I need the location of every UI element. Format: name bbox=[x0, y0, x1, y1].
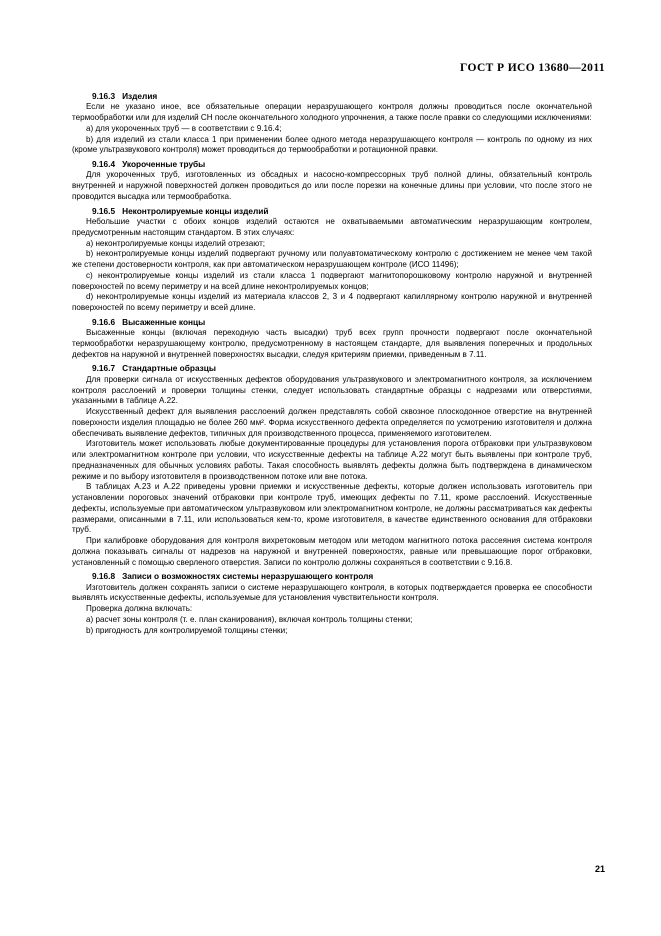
list-item: a) неконтролируемые концы изделий отрезают; bbox=[86, 238, 266, 248]
list-item: d) неконтролируемые концы изделий из материала классов 2, 3 и 4 подвергают капиллярному контролю наружной и внутренней поверхностей по всему периметру и всей длине. bbox=[72, 292, 592, 313]
paragraph: Для проверки сигнала от искусственных дефектов оборудования ультразвукового и электромагнитного контроля, за исключением контроля расслоений и проверки толщины стенки, следует использовать стандартные образцы с надрезами или отверстиями, указанными в таблице А.22. bbox=[72, 374, 592, 406]
section-title: Неконтролируемые концы изделий bbox=[122, 205, 269, 216]
section-heading-9-16-8 bbox=[72, 571, 592, 581]
paragraph: В таблицах А.23 и А.22 приведены уровни приемки и искусственные дефекты, которые должен использовать изготовитель при установлении пороговых значений отбраковки при контроле труб, имеющих дефекты по 7.11, кроме расслоений. Искусственные дефекты, используемые при автоматическом ультразвуковом или электромагнитном контроле, не должны рассматриваться как дефекты размерами, описанными в 7.11, или использоваться кем-то, кроме изготовителя, в качестве единственного основания для отбраковки труб. bbox=[72, 482, 592, 535]
paragraph: Проверка должна включать: bbox=[86, 604, 193, 614]
document-body bbox=[72, 88, 592, 636]
paragraph: Для укороченных труб, изготовленных из обсадных и насосно-компрессорных труб полной длины, обязательный контроль внутренней и наружной поверхностей должен проводиться до или после порезки на конечные длины при условии, что после этого не проводится высадка или термообработка. bbox=[72, 170, 592, 201]
list-item: b) неконтролируемые концы изделий подвергают ручному или полуавтоматическому контролю с достижением не менее чем такой же степени достоверности контроля, как при автоматическом неразрушающем контроле (ИСО 11496); bbox=[72, 249, 592, 270]
section-title: Изделия bbox=[122, 91, 158, 101]
section-number: 9.16.6 bbox=[92, 316, 116, 327]
paragraph: Небольшие участки с обоих концов изделий остаются не охватываемыми автоматическим неразрушающим контролем, предусмотренным настоящим стандартом. В этих случаях: bbox=[72, 217, 592, 237]
section-heading-9-16-6 bbox=[72, 317, 592, 327]
section-title: Укороченные трубы bbox=[122, 159, 206, 170]
section-title: Высаженные концы bbox=[122, 316, 206, 327]
section-heading-9-16-7 bbox=[72, 363, 592, 373]
section-number: 9.16.4 bbox=[92, 159, 116, 170]
section-number: 9.16.8 bbox=[92, 571, 116, 582]
section-number: 9.16.3 bbox=[92, 91, 116, 101]
paragraph: Если не указано иное, все обязательные операции неразрушающего контроля должны проводиться после окончательной термообработки или для изделий СН после окончательного холодного упрочнения, а также после правки со следующими исключениями: bbox=[72, 102, 592, 123]
section-number: 9.16.5 bbox=[92, 205, 116, 216]
paragraph: Высаженные концы (включая переходную часть высадки) труб всех групп прочности подвергают после окончательной термообработки неразрушающему контролю, предусмотренному в настоящем стандарте, для выявления поперечных и продольных дефектов на наружной и внутренней поверхностях высадки, следуя критериям приемки, приведенным в 7.11. bbox=[72, 328, 592, 359]
paragraph: Искусственный дефект для выявления расслоений должен представлять собой сквозное плоскодонное отверстие на внутренней поверхности изделия площадью не более 260 мм². Форма искусственного дефекта определяется по усмотрению изготовителя и должна обеспечивать выявление дефектов, типичных для производственного процесса, применяемого изготовителем. bbox=[72, 407, 592, 438]
page-header: ГОСТ Р ИСО 13680—2011 bbox=[460, 62, 605, 74]
section-title: Записи о возможностях системы неразрушающего контроля bbox=[122, 571, 374, 582]
list-item: b) для изделий из стали класса 1 при применении более одного метода неразрушающего контроля — контроль по одному из них (кроме ультразвукового контроля) может проводиться до термообработки и ротационной правки. bbox=[72, 134, 592, 155]
section-heading-9-16-3 bbox=[72, 91, 592, 101]
list-item: a) для укороченных труб — в соответствии с 9.16.4; bbox=[86, 123, 282, 133]
paragraph: Изготовитель должен сохранять записи о системе неразрушающего контроля, в которых подтверждается проверка ее способности выявлять искусственные дефекты, используемые для установления чувствительности контроля. bbox=[72, 582, 592, 603]
list-item: a) расчет зоны контроля (т. е. план сканирования), включая контроль толщины стенки; bbox=[86, 614, 413, 624]
section-title: Стандартные образцы bbox=[122, 363, 216, 374]
list-item: c) неконтролируемые концы изделий из стали класса 1 подвергают магнитопорошковому контролю наружной и внутренней поверхностей по всему периметру и на всей длине неконтролируемых концов; bbox=[72, 270, 592, 291]
section-heading-9-16-5 bbox=[72, 206, 592, 216]
section-heading-9-16-4 bbox=[72, 159, 592, 169]
list-item: b) пригодность для контролируемой толщины стенки; bbox=[86, 625, 288, 635]
page-number: 21 bbox=[594, 864, 605, 874]
paragraph: При калибровке оборудования для контроля вихретоковым методом или методом магнитного потока рассеяния система контроля должна показывать сигналы от надрезов на наружной и внутренней поверхностях, равные или превышающие порог отбраковки, установленный с помощью сверленого отверстия. Записи по контролю должны сохраняться в соответствии с 9.16.8. bbox=[72, 536, 592, 567]
paragraph: Изготовитель может использовать любые документированные процедуры для установления порога отбраковки при ультразвуковом или электромагнитном контроле при условии, что искусственные дефекты на таблице А.22 могут быть выявлены при контроле труб, предназначенных для обычных условиях работы. Такая способность выявлять дефекты должна быть подтверждена в динамическом режиме и по выбору изготовителя в производственном потоке или вне потока. bbox=[72, 439, 592, 481]
section-number: 9.16.7 bbox=[92, 363, 116, 374]
